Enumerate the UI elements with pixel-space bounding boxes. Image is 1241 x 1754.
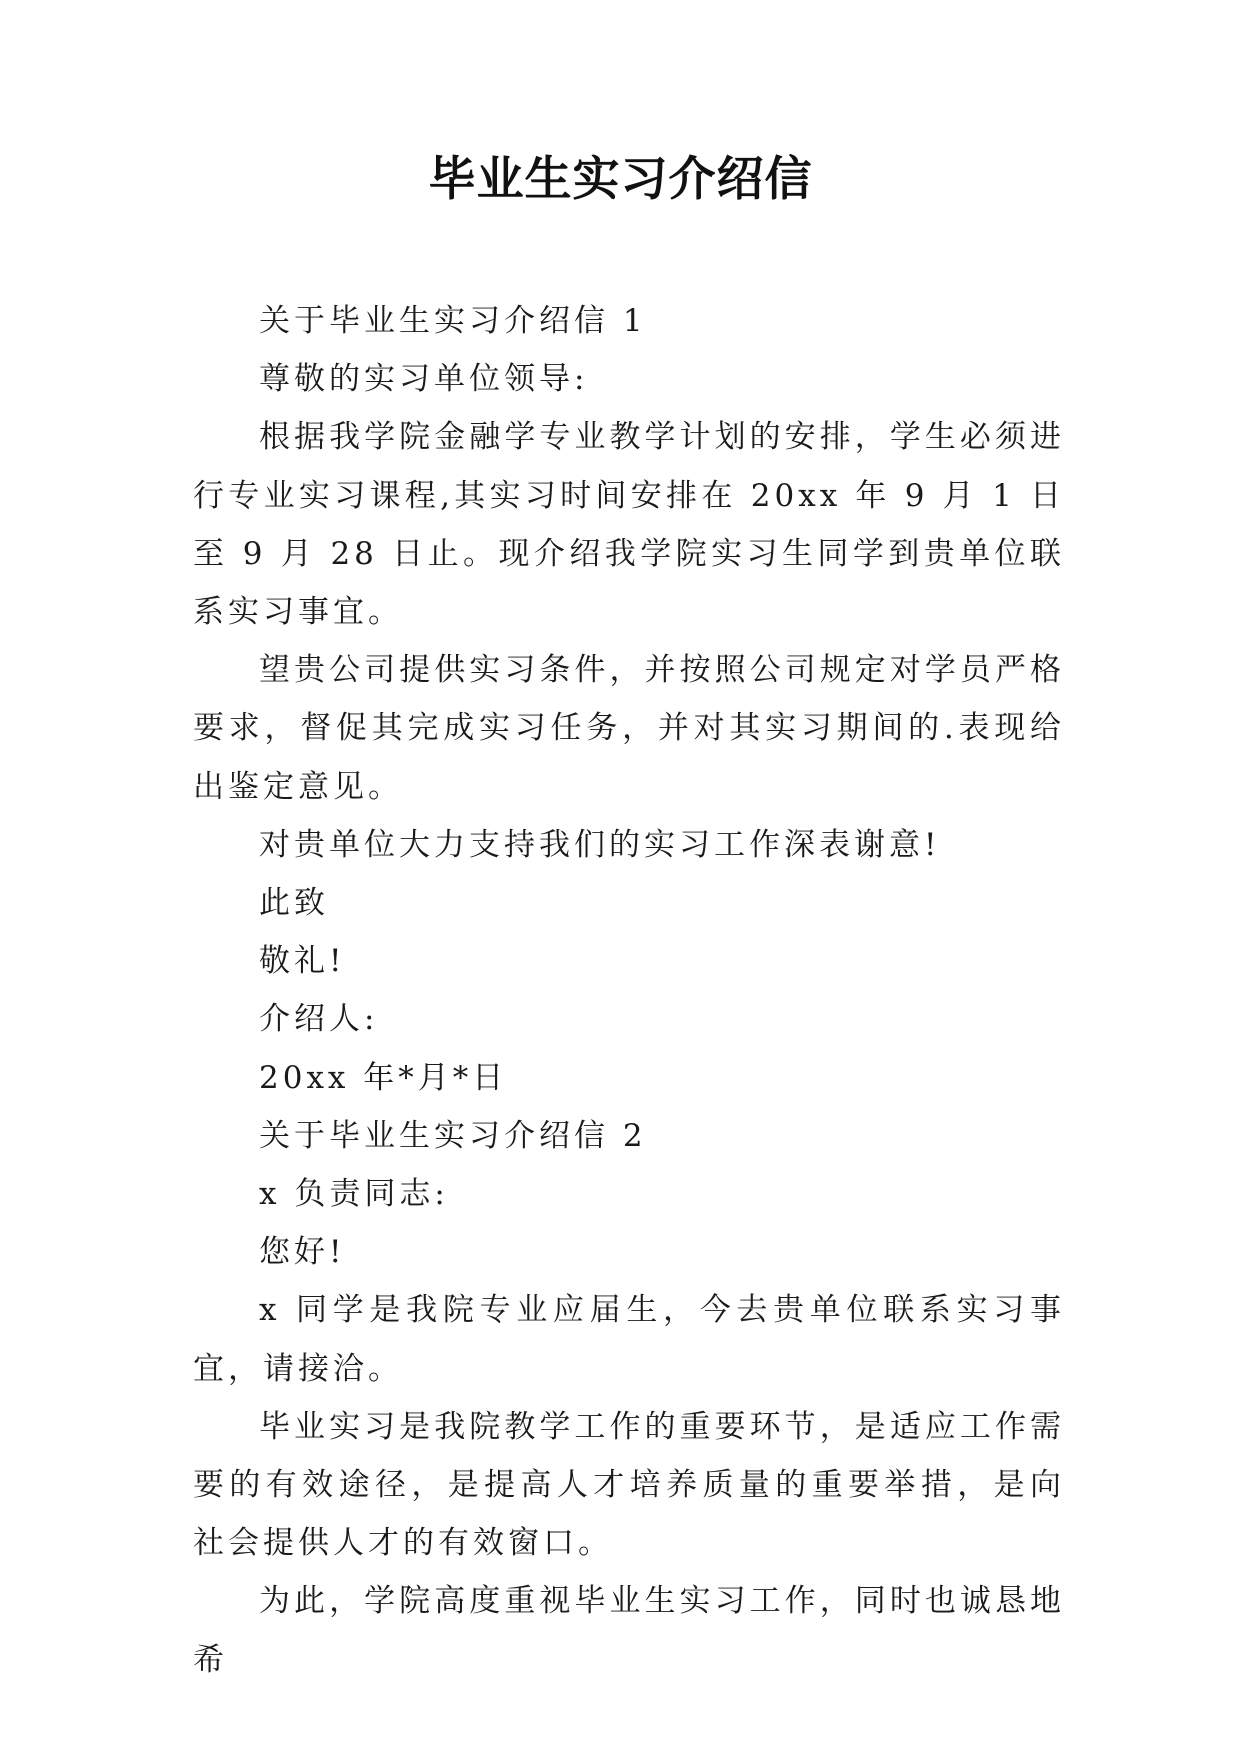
letter-heading-1: 关于毕业生实习介绍信 1 [259,303,647,339]
body-paragraph: 对贵单位大力支持我们的实习工作深表谢意! [259,826,941,863]
closing-line: 此致 [259,885,329,922]
greeting: 您好! [259,1234,346,1271]
salutation: 尊敬的实习单位领导: [259,361,589,398]
body-paragraph: 望贵公司提供实习条件，并按照公司规定对学员严格要求，督促其完成实习任务，并对其实习期间的.表现给出鉴定意见。 [193,652,1065,805]
body-paragraph: x 同学是我院专业应届生，今去贵单位联系实习事宜，请接洽。 [193,1292,1065,1387]
letter-heading-2: 关于毕业生实习介绍信 2 [259,1117,647,1154]
date-line: 20xx 年*月*日 [259,1059,508,1096]
document-body [193,292,1065,1689]
document-title: 毕业生实习介绍信 [428,152,813,207]
introducer-label: 介绍人: [259,1001,379,1038]
body-paragraph: 毕业实习是我院教学工作的重要环节，是适应工作需要的有效途径，是提高人才培养质量的重要举措，是向社会提供人才的有效窗口。 [193,1408,1065,1562]
closing-regards: 敬礼! [259,943,346,980]
body-paragraph: 为此，学院高度重视毕业生实习工作，同时也诚恳地希 [193,1583,1065,1678]
salutation: x 负责同志: [259,1176,449,1213]
body-paragraph: 根据我学院金融学专业教学计划的安排，学生必须进行专业实习课程,其实习时间安排在 20xx 年 9 月 1 日至 9 月 28 日止。现介绍我学院实习生同学到贵单位联系实习事宜。 [193,419,1065,631]
